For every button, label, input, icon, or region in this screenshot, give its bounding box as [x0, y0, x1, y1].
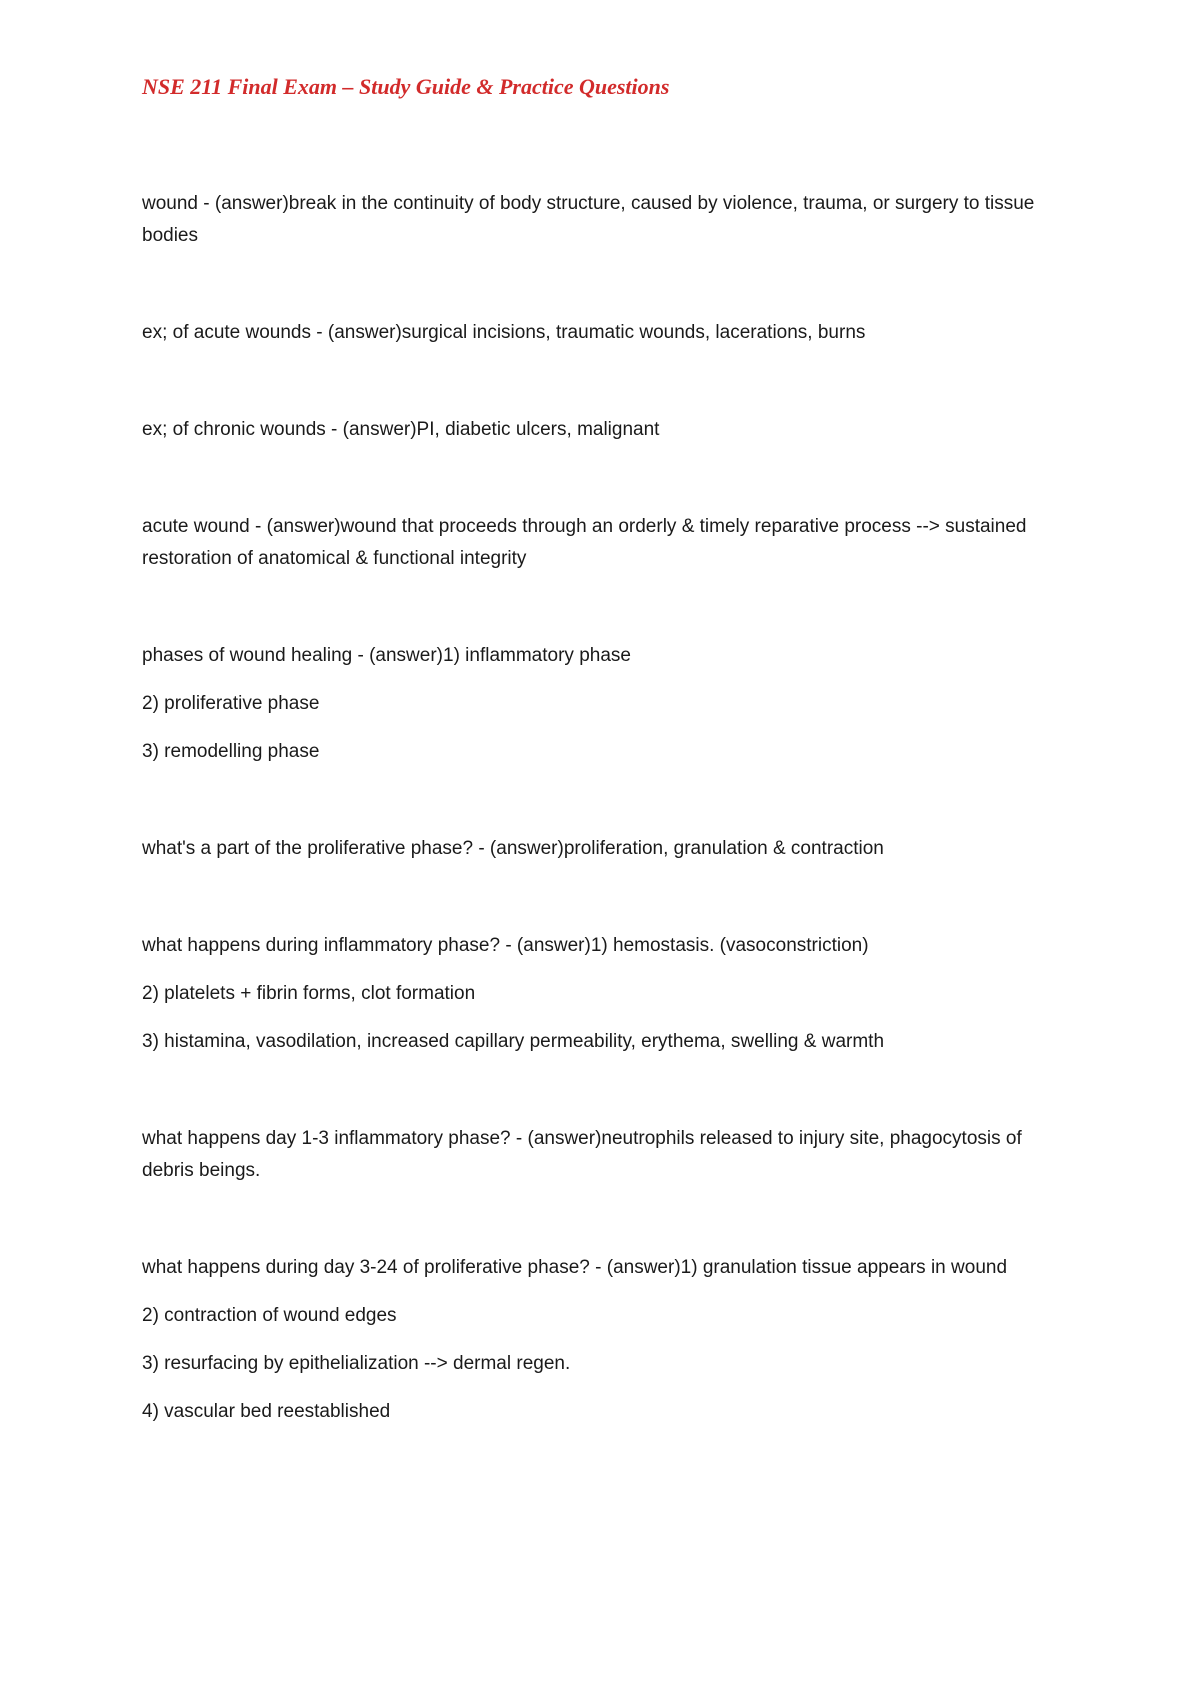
qa-subline: 3) resurfacing by epithelialization --> dermal regen. [142, 1353, 571, 1374]
document-title: NSE 211 Final Exam – Study Guide & Practice Questions [142, 74, 670, 99]
qa-text: ex; of acute wounds - (answer)surgical incisions, traumatic wounds, lacerations, burns [142, 322, 866, 343]
qa-text: acute wound - (answer)wound that proceeds through an orderly & timely reparative process --> sustained restoration of anatomical & functional integrity [142, 516, 1027, 569]
qa-item [142, 930, 1062, 1058]
qa-subline: 2) platelets + fibrin forms, clot formation [142, 983, 476, 1004]
qa-item [142, 188, 1062, 252]
qa-text: what's a part of the proliferative phase? - (answer)proliferation, granulation & contraction [142, 838, 884, 859]
qa-item [142, 833, 1062, 865]
qa-item [142, 414, 1062, 446]
qa-subline: 3) histamina, vasodilation, increased capillary permeability, erythema, swelling & warmth [142, 1031, 885, 1052]
qa-subline: 4) vascular bed reestablished [142, 1401, 391, 1422]
qa-text: phases of wound healing - (answer)1) inflammatory phase [142, 645, 631, 666]
qa-item [142, 1252, 1062, 1428]
qa-item [142, 511, 1062, 575]
qa-text: wound - (answer)break in the continuity of body structure, caused by violence, trauma, or surgery to tissue bodies [142, 193, 1035, 246]
qa-text: ex; of chronic wounds - (answer)PI, diabetic ulcers, malignant [142, 419, 660, 440]
qa-list [142, 188, 1062, 1493]
qa-subline: 3) remodelling phase [142, 741, 320, 762]
qa-subline: 2) contraction of wound edges [142, 1305, 397, 1326]
qa-text: what happens during day 3-24 of proliferative phase? - (answer)1) granulation tissue appears in wound [142, 1257, 1008, 1278]
qa-item [142, 640, 1062, 768]
qa-item [142, 317, 1062, 349]
qa-text: what happens day 1-3 inflammatory phase? - (answer)neutrophils released to injury site, phagocytosis of debris beings. [142, 1128, 1022, 1181]
qa-text: what happens during inflammatory phase? - (answer)1) hemostasis. (vasoconstriction) [142, 935, 869, 956]
qa-item [142, 1123, 1062, 1187]
qa-subline: 2) proliferative phase [142, 693, 320, 714]
